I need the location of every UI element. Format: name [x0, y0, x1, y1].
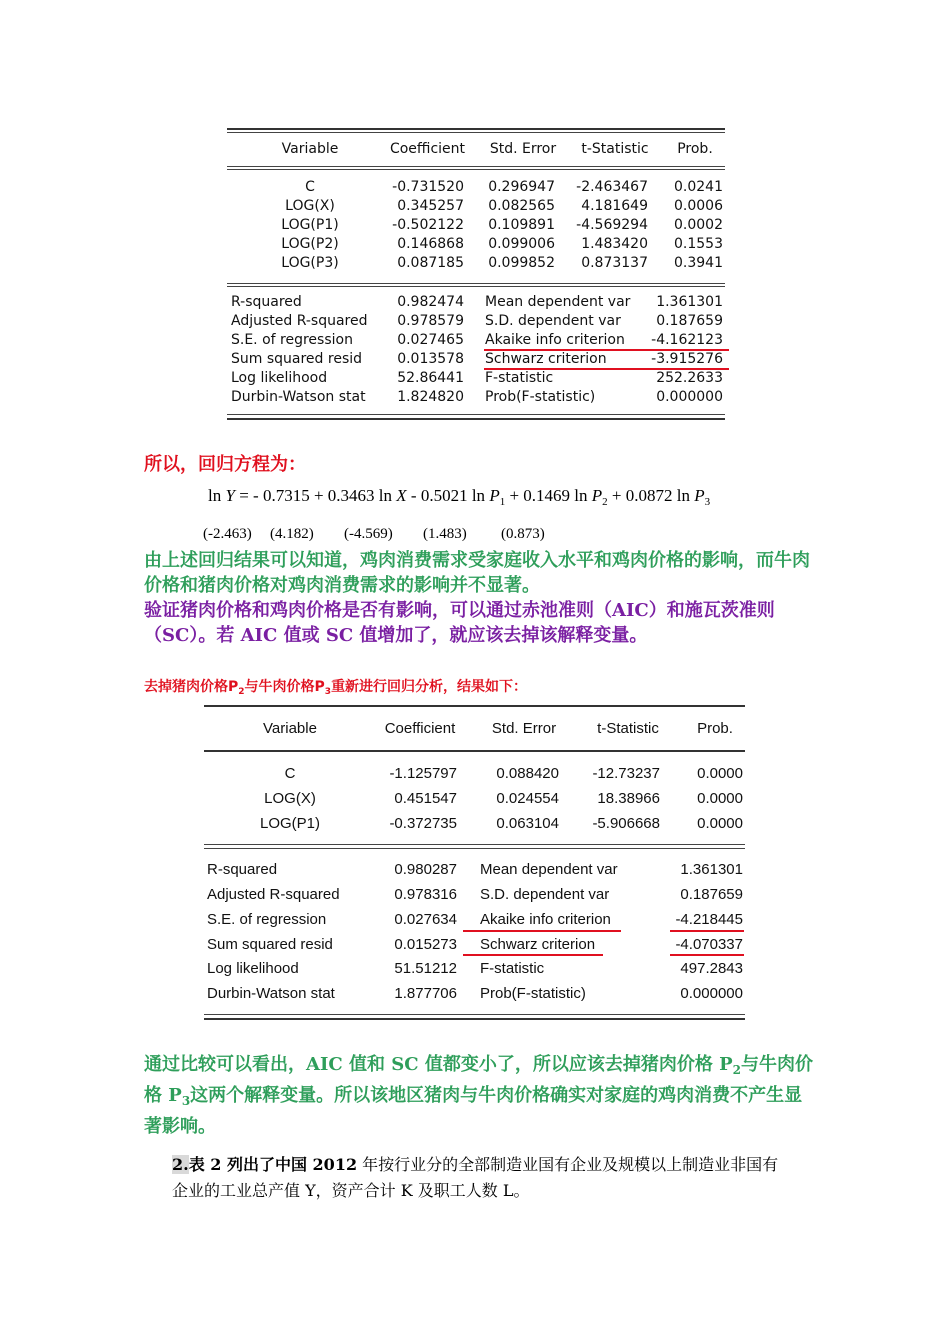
header-variable: Variable [281, 141, 339, 157]
header-prob: Prob. [677, 141, 713, 157]
red-underline-annotation [670, 954, 744, 956]
question-2: 2.表 2 列出了中国 2012 年按行业分的全部制造业国有企业及规模以上制造业非国有 企业的工业总产值 Y，资产合计 K 及职工人数 L。 [172, 1155, 779, 1200]
table-rule [204, 705, 745, 707]
table-rule [204, 750, 745, 752]
table-rule [204, 844, 745, 845]
paragraph-conclusion-1: 由上述回归结果可以知道，鸡肉消费需求受家庭收入水平和鸡肉价格的影响，而牛肉价格和猪肉价格对鸡肉消费需求的影响并不显著。 [144, 550, 810, 596]
header-coefficient: Coefficient [389, 141, 466, 157]
caption-table-2: 去掉猪肉价格$P_2$与牛肉价格$P_3$重新进行回归分析，结果如下： [144, 679, 528, 697]
regression-table-1: Variable Coefficient Std. Error t-Statistic Prob. C -0.731520 0.296947 -2.463467 0.0241 LOG(X) 0.345257 0.082565 4.181649 0.0006 LOG(P1) -0.502122 0.109891 -4.569294 0.0002 LOG(P2) 0.146868 0.099006 1.483420 0.1553 LOG(P3) 0.087185 0.099852 0.873137 0.3941 R-squared 0.982474 Mean dependent var 1.361301 Adjusted R-squared 0.978579 S.D. dependent var 0.187659 S.E. of regression 0.027465 Akaike info criterion -4.162123 Sum squared resid 0.013578 Schwarz criterion -3.915276 Log likelihood 52.86441 F-statistic 252.2633 Durbin-Watson stat 1.824820 Prob(F-statistic) 0.000000 [0, 0, 950, 430]
table-rule [204, 1014, 745, 1015]
regression-table-2: Variable Coefficient Std. Error t-Statistic Prob. C -1.125797 0.088420 -12.73237 0.0000 LOG(X) 0.451547 0.024554 18.38966 0.0000 LOG(P1) -0.372735 0.063104 -5.906668 0.0000 R-squared 0.980287 Mean dependent var 1.361301 Adjusted R-squared 0.978316 S.D. dependent var 0.187659 S.E. of regression 0.027634 Akaike info criterion -4.218445 Sum squared resid 0.015273 Schwarz criterion -4.070337 Log likelihood 51.51212 F-statistic 497.2843 Durbin-Watson stat 1.877706 Prob(F-statistic) 0.000000 [0, 0, 950, 1030]
header-std-error: Std. Error [491, 720, 557, 737]
paragraph-aic-sc: 验证猪肉价格和鸡肉价格是否有影响，可以通过赤池准则（AIC）和施瓦茨准则（SC）。若 AIC 值或 SC 值增加了，就应该去掉该解释变量。 [144, 600, 775, 646]
header-t-statistic: t-Statistic [581, 141, 649, 157]
t-stat-value: (1.483) [423, 526, 467, 542]
header-coefficient: Coefficient [384, 720, 456, 737]
red-underline-annotation [670, 930, 744, 932]
header-std-error: Std. Error [489, 141, 557, 157]
table-rule [204, 848, 745, 849]
t-stat-value: (-2.463) [203, 526, 252, 542]
red-underline-annotation [463, 954, 603, 956]
question-number: 2. [172, 1155, 189, 1174]
header-variable: Variable [263, 720, 317, 737]
regression-equation: ln Y = - 0.7315 + 0.3463 ln X - 0.5021 $\ln P_1 + 0.1469$ $\ln P_2 + 0.0872$ $\ln P_3$ [208, 486, 711, 508]
header-t-statistic: t-Statistic [597, 720, 659, 737]
header-prob: Prob. [697, 720, 733, 737]
heading-regression-equation: 所以，回归方程为： [144, 454, 306, 475]
paragraph-conclusion-2: 通过比较可以看出，AIC 值和 SC 值都变小了，所以应该去掉猪肉价格 $P_2$与牛肉价格 $P_3$这两个解释变量。所以该地区猪肉与牛肉价格确实对家庭的鸡肉消费不产生显著影响。 [144, 1054, 813, 1137]
t-stat-value: (-4.569) [344, 526, 393, 542]
red-underline-annotation [463, 930, 621, 932]
t-stat-value: (4.182) [270, 526, 314, 542]
t-stat-value: (0.873) [501, 526, 545, 542]
table-rule [204, 1018, 745, 1020]
